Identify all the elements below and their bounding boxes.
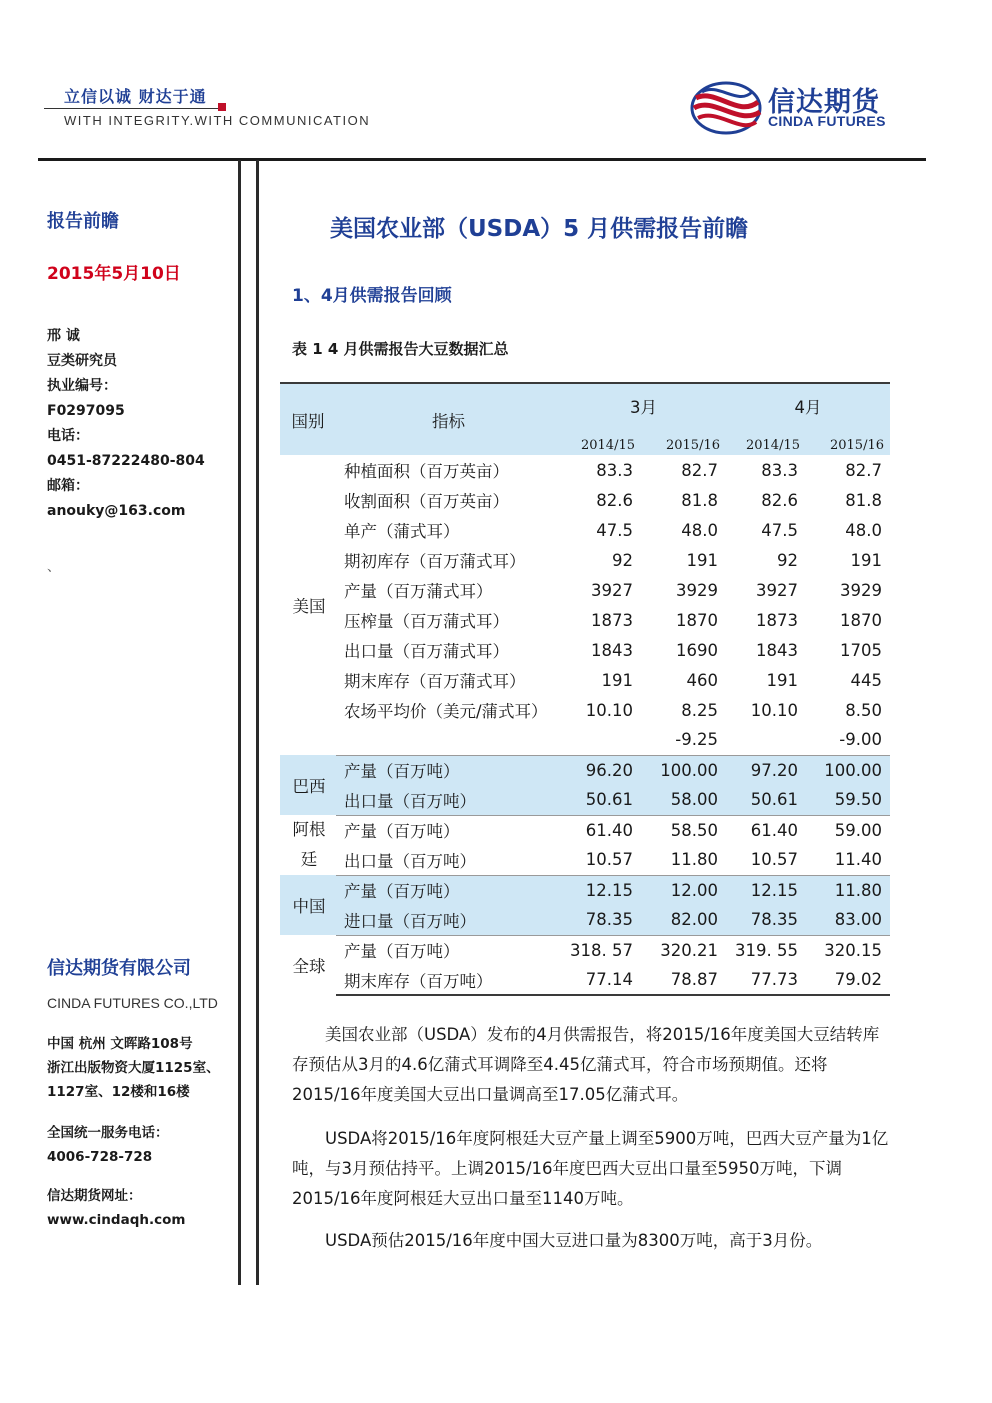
header-month-march: 3月 bbox=[561, 383, 726, 427]
country-name-cont: 廷 bbox=[300, 850, 318, 869]
value-cell: 58.00 bbox=[641, 785, 726, 815]
sidebar-divider-right bbox=[256, 160, 259, 1285]
phone-number: 0451-87222480-804 bbox=[47, 453, 205, 469]
analyst-role: 豆类研究员 bbox=[47, 353, 117, 369]
table-row bbox=[280, 605, 890, 635]
value-cell: 97.20 bbox=[726, 755, 806, 785]
value-cell: 460 bbox=[686, 670, 718, 690]
company-logo bbox=[688, 80, 928, 136]
table-row bbox=[280, 695, 890, 725]
value-cell: 3929 bbox=[676, 580, 718, 600]
value-cell: 50.61 bbox=[561, 785, 641, 815]
value-cell: 82.7 bbox=[845, 460, 882, 480]
header-rule bbox=[38, 158, 926, 161]
country-name: 阿根 bbox=[292, 820, 326, 839]
table-row bbox=[280, 485, 890, 515]
indicator-cell: 出口量（百万蒲式耳） bbox=[344, 642, 509, 661]
license-label: 执业编号： bbox=[47, 378, 117, 394]
value-cell: 48.0 bbox=[681, 520, 718, 540]
value-cell: 191 bbox=[850, 550, 882, 570]
value-cell: 1843 bbox=[756, 640, 798, 660]
value-cell: 1873 bbox=[756, 610, 798, 630]
header-year: 2014/15 bbox=[726, 427, 806, 455]
value-cell: 92 bbox=[777, 550, 798, 570]
value-cell: 3927 bbox=[591, 580, 633, 600]
indicator-cell: 期初库存（百万蒲式耳） bbox=[344, 552, 526, 571]
indicator-cell: 产量（百万吨） bbox=[344, 822, 460, 842]
value-cell: 12.15 bbox=[561, 875, 641, 905]
value-cell: 48.0 bbox=[845, 520, 882, 540]
table-row bbox=[280, 935, 890, 965]
table-row bbox=[280, 455, 890, 485]
value-cell: 1870 bbox=[840, 610, 882, 630]
soybean-supply-demand-table bbox=[280, 382, 890, 996]
value-cell: 78.35 bbox=[726, 905, 806, 935]
country-cell bbox=[280, 935, 336, 995]
header-indicator: 指标 bbox=[336, 383, 561, 455]
indicator-cell bbox=[336, 725, 561, 755]
table-row bbox=[280, 905, 890, 935]
logo-text-english: CINDA FUTURES bbox=[768, 113, 886, 129]
website-label: 信达期货网址： bbox=[47, 1188, 142, 1204]
country-cell bbox=[280, 455, 336, 755]
country-cell bbox=[280, 875, 336, 935]
value-cell: 11.80 bbox=[641, 845, 726, 875]
country-name: 巴西 bbox=[292, 777, 326, 796]
value-cell: 12.00 bbox=[641, 875, 726, 905]
table-row bbox=[280, 515, 890, 545]
slogan-english: WITH INTEGRITY.WITH COMMUNICATION bbox=[64, 113, 371, 128]
company-website bbox=[47, 1184, 233, 1232]
value-cell: 320.21 bbox=[660, 940, 718, 960]
analyst-name: 邢 诚 bbox=[47, 328, 80, 344]
country-name: 中国 bbox=[292, 897, 326, 916]
table-row bbox=[280, 575, 890, 605]
value-cell: 445 bbox=[850, 670, 882, 690]
value-cell: 82.00 bbox=[641, 905, 726, 935]
value-cell: 100.00 bbox=[641, 755, 726, 785]
indicator-cell: 产量（百万吨） bbox=[336, 755, 561, 785]
analyst-contact bbox=[47, 324, 233, 524]
header-month-april: 4月 bbox=[726, 383, 890, 427]
table-row bbox=[280, 635, 890, 665]
table-caption: 表 1 4 月供需报告大豆数据汇总 bbox=[292, 340, 509, 358]
value-cell: 3927 bbox=[756, 580, 798, 600]
table-row bbox=[280, 545, 890, 575]
section-heading: 1、4月供需报告回顾 bbox=[292, 286, 452, 306]
table-row bbox=[280, 665, 890, 695]
value-cell: 82.6 bbox=[596, 490, 633, 510]
value-cell: 12.15 bbox=[726, 875, 806, 905]
table-row bbox=[280, 725, 890, 755]
value-cell: 191 bbox=[766, 670, 798, 690]
value-cell: 3929 bbox=[840, 580, 882, 600]
address-line: 1127室、12楼和16楼 bbox=[47, 1084, 190, 1100]
indicator-cell: 产量（百万蒲式耳） bbox=[344, 582, 493, 601]
website-url[interactable]: www.cindaqh.com bbox=[47, 1212, 186, 1228]
value-cell: 11.80 bbox=[806, 875, 890, 905]
value-cell: 92 bbox=[612, 550, 633, 570]
value-cell: 83.00 bbox=[806, 905, 890, 935]
indicator-cell: 期末库存（百万吨） bbox=[336, 965, 561, 995]
company-address bbox=[47, 1032, 233, 1104]
value-cell: 318. 57 bbox=[570, 940, 633, 960]
value-cell: 59.50 bbox=[806, 785, 890, 815]
report-type-label: 报告前瞻 bbox=[47, 211, 119, 232]
value-cell: 82.7 bbox=[681, 460, 718, 480]
table-row bbox=[280, 965, 890, 995]
body-paragraph: USDA预估2015/16年度中国大豆进口量为8300万吨，高于3月份。 bbox=[325, 1231, 823, 1250]
value-cell bbox=[726, 725, 806, 755]
indicator-cell: 出口量（百万吨） bbox=[336, 845, 561, 875]
value-cell: 79.02 bbox=[806, 965, 890, 995]
value-cell: 191 bbox=[686, 550, 718, 570]
phone-label: 电话： bbox=[47, 428, 89, 444]
service-hotline bbox=[47, 1121, 233, 1169]
indicator-cell: 压榨量（百万蒲式耳） bbox=[344, 612, 509, 631]
table-body bbox=[280, 455, 890, 995]
stray-mark: 、 bbox=[47, 560, 61, 575]
value-cell: 8.25 bbox=[681, 700, 718, 720]
value-cell: 10.10 bbox=[585, 700, 633, 720]
header-year: 2014/15 bbox=[561, 427, 641, 455]
hotline-number: 4006-728-728 bbox=[47, 1149, 153, 1165]
indicator-cell: 进口量（百万吨） bbox=[336, 905, 561, 935]
value-cell: 81.8 bbox=[845, 490, 882, 510]
value-cell: 59.00 bbox=[834, 820, 882, 840]
header-year: 2015/16 bbox=[641, 427, 726, 455]
country-cell bbox=[280, 815, 336, 875]
header-year: 2015/16 bbox=[806, 427, 890, 455]
value-cell: 8.50 bbox=[845, 700, 882, 720]
license-number: F0297095 bbox=[47, 403, 125, 419]
email-address: anouky@163.com bbox=[47, 503, 186, 519]
value-cell: 58.50 bbox=[670, 820, 718, 840]
logo-text-chinese: 信达期货 bbox=[768, 87, 880, 118]
value-cell: 319. 55 bbox=[735, 940, 798, 960]
country-name: 美国 bbox=[292, 597, 326, 616]
indicator-cell: 产量（百万吨） bbox=[344, 942, 460, 962]
value-cell: -9.25 bbox=[641, 725, 726, 755]
report-date: 2015年5月10日 bbox=[47, 264, 181, 284]
value-cell: 1870 bbox=[676, 610, 718, 630]
indicator-cell: 出口量（百万吨） bbox=[336, 785, 561, 815]
value-cell: 320.15 bbox=[824, 940, 882, 960]
sidebar-divider-left bbox=[238, 160, 241, 1285]
indicator-cell: 农场平均价（美元/蒲式耳） bbox=[344, 702, 548, 721]
value-cell: -9.00 bbox=[806, 725, 890, 755]
value-cell: 1843 bbox=[591, 640, 633, 660]
company-name-english: CINDA FUTURES CO.,LTD bbox=[47, 995, 218, 1011]
value-cell: 81.8 bbox=[681, 490, 718, 510]
hotline-label: 全国统一服务电话： bbox=[47, 1125, 169, 1141]
address-line: 浙江出版物资大厦1125室、 bbox=[47, 1060, 220, 1076]
table-row bbox=[280, 875, 890, 905]
indicator-cell: 单产（蒲式耳） bbox=[344, 522, 460, 541]
body-paragraph: 美国农业部（USDA）发布的4月供需报告，将2015/16年度美国大豆结转库存预估从3月的4.6亿蒲式耳调降至4.45亿蒲式耳，符合市场预期值。还将2015/16年度美国大豆出口量调高至17.05亿蒲式耳。 bbox=[292, 1025, 880, 1104]
table-row bbox=[280, 845, 890, 875]
value-cell: 61.40 bbox=[750, 820, 798, 840]
value-cell: 100.00 bbox=[806, 755, 890, 785]
company-name: 信达期货有限公司 bbox=[47, 958, 191, 979]
value-cell: 78.87 bbox=[641, 965, 726, 995]
value-cell: 50.61 bbox=[726, 785, 806, 815]
table-row bbox=[280, 785, 890, 815]
value-cell: 1705 bbox=[840, 640, 882, 660]
indicator-cell: 种植面积（百万英亩） bbox=[344, 462, 509, 481]
value-cell: 1873 bbox=[591, 610, 633, 630]
country-cell bbox=[280, 755, 336, 815]
slogan-accent-square bbox=[218, 103, 226, 111]
value-cell: 11.40 bbox=[806, 845, 890, 875]
value-cell: 82.6 bbox=[761, 490, 798, 510]
country-name: 全球 bbox=[292, 957, 326, 976]
cinda-globe-icon bbox=[688, 80, 764, 136]
value-cell: 83.3 bbox=[761, 460, 798, 480]
value-cell: 61.40 bbox=[585, 820, 633, 840]
value-cell: 83.3 bbox=[596, 460, 633, 480]
value-cell: 10.10 bbox=[750, 700, 798, 720]
value-cell: 77.73 bbox=[726, 965, 806, 995]
email-label: 邮箱： bbox=[47, 478, 89, 494]
address-line: 中国 杭州 文晖路108号 bbox=[47, 1036, 193, 1052]
report-title: 美国农业部（USDA）5 月供需报告前瞻 bbox=[330, 216, 749, 242]
value-cell: 77.14 bbox=[561, 965, 641, 995]
indicator-cell: 收割面积（百万英亩） bbox=[344, 492, 509, 511]
indicator-cell: 期末库存（百万蒲式耳） bbox=[344, 672, 526, 691]
slogan-chinese: 立信以诚 财达于通 bbox=[64, 87, 207, 106]
body-paragraph: USDA将2015/16年度阿根廷大豆产量上调至5900万吨，巴西大豆产量为1亿吨，与3月预估持平。上调2015/16年度巴西大豆出口量至5950万吨，下调2015/16年度阿根廷大豆出口量至1140万吨。 bbox=[292, 1129, 889, 1208]
value-cell: 10.57 bbox=[726, 845, 806, 875]
indicator-cell: 产量（百万吨） bbox=[336, 875, 561, 905]
value-cell: 78.35 bbox=[561, 905, 641, 935]
header-country: 国别 bbox=[280, 383, 336, 455]
table-row bbox=[280, 755, 890, 785]
table-header bbox=[280, 383, 890, 455]
value-cell bbox=[561, 725, 641, 755]
value-cell: 1690 bbox=[676, 640, 718, 660]
value-cell: 10.57 bbox=[561, 845, 641, 875]
value-cell: 96.20 bbox=[561, 755, 641, 785]
slogan-underline bbox=[44, 108, 224, 109]
value-cell: 191 bbox=[601, 670, 633, 690]
value-cell: 47.5 bbox=[596, 520, 633, 540]
table-row bbox=[280, 815, 890, 845]
value-cell: 47.5 bbox=[761, 520, 798, 540]
